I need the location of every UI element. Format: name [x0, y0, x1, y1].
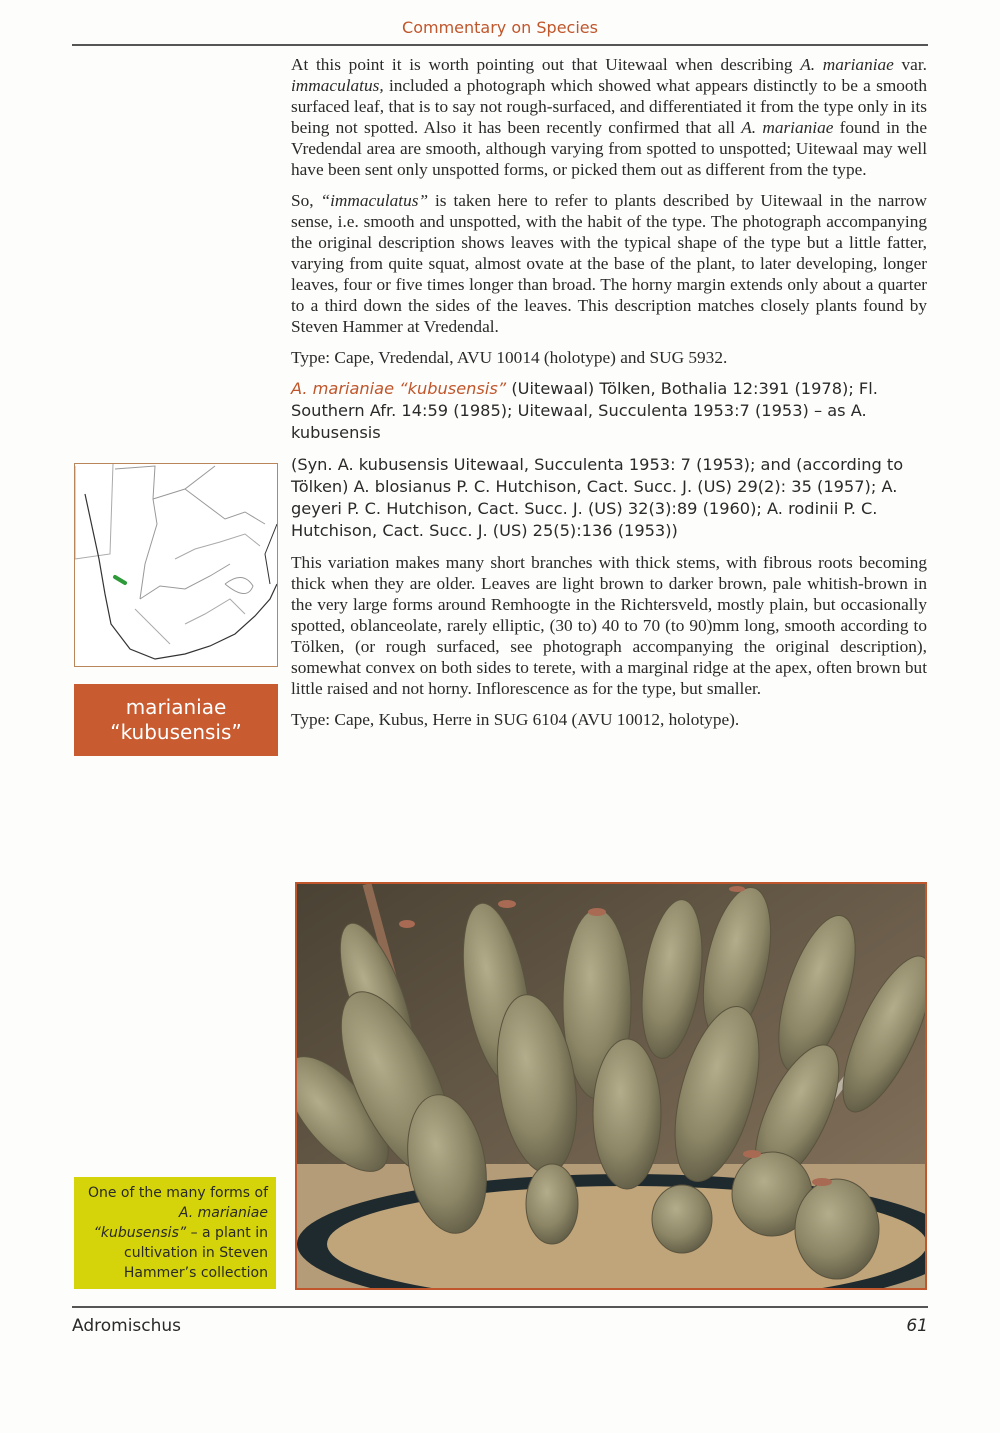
- footer-rule: [72, 1306, 928, 1308]
- paragraph-uitewaal-description: At this point it is worth pointing out that Uitewaal when describing A. marianiae var. immaculatus, included a photograph which showed what appears distinctly to be a smooth surfaced leaf, that is to say not rough-surfaced, and differentiated it from the type only in its being not spotted. Also it has been recently confirmed that all A. marianiae found in the Vredendal area are smooth, although varying from spotted to unspotted; Uitewaal may well have been sent only unspotted forms, or picked them out as different from the type.: [291, 55, 927, 179]
- southern-africa-map: [75, 464, 277, 666]
- paragraph-type-kubus: Type: Cape, Kubus, Herre in SUG 6104 (AVU 10012, holotype).: [291, 710, 740, 729]
- header-rule: [72, 44, 928, 46]
- paragraph-kubusensis-citation: A. marianiae “kubusensis” (Uitewaal) Tölken, Bothalia 12:391 (1978); Fl. Southern Afr. 14:59 (1985); Uitewaal, Succulenta 1953:7 (1953) – as A. kubusensis: [291, 379, 878, 442]
- distribution-map: [74, 463, 278, 667]
- species-range-marker: [115, 577, 125, 583]
- main-text: [291, 54, 927, 740]
- species-tag: [74, 684, 278, 756]
- running-head: Commentary on Species: [402, 18, 598, 37]
- paragraph-type-vredendal: Type: Cape, Vredendal, AVU 10014 (holotype) and SUG 5932.: [291, 348, 728, 367]
- species-tag-line2: “kubusensis”: [110, 720, 242, 744]
- photo-caption: One of the many forms of A. marianiae “kubusensis” – a plant in cultivation in Steven Hammer’s collection: [74, 1177, 276, 1289]
- footer-book-title: Adromischus: [72, 1316, 182, 1336]
- paragraph-synonyms: (Syn. A. kubusensis Uitewaal, Succulenta 1953: 7 (1953); and (according to Tölken) A. blosianus P. C. Hutchison, Cact. Succ. J. (US) 29(2): 35 (1957); A. geyeri P. C. Hutchison, Cact. Succ. J. (US) 32(3):89 (1960); A. rodinii P. C. Hutchison, Cact. Succ. J. (US) 25(5):136 (1953)): [291, 455, 904, 540]
- adromischus-plant-illustration: [297, 884, 925, 1288]
- paragraph-kubusensis-description: This variation makes many short branches with thick stems, with fibrous roots becoming thick when they are older. Leaves are light brown to darker brown, pale whitish-brown in the very large forms around Remhoogte in the Richtersveld, mostly plain, but occasionally spotted, oblanceolate, rarely elliptic, (30 to) 40 to 70 (to 90)mm long, smooth according to Tölken, (or rough surfaced, see photograph accompanying the original description), somewhat convex on both sides to terete, with a marginal ridge at the apex, often brown but little raised and not horny. Inflorescence as for the type, but smaller.: [291, 553, 927, 698]
- paragraph-immaculatus: So, “immaculatus” is taken here to refer to plants described by Uitewaal in the narrow sense, i.e. smooth and unspotted, with the habit of the type. The photograph accompanying the original description shows leaves with the typical shape of the type but a little fatter, varying from quite squat, almost ovate at the base of the plant, to later developing, longer leaves, four or five times longer than broad. The horny margin extends only about a quarter to a third down the sides of the leaves. This description matches closely plants found by Steven Hammer at Vredendal.: [291, 191, 927, 336]
- page-number: 61: [906, 1316, 928, 1336]
- species-tag-line1: marianiae: [125, 695, 227, 719]
- taxon-name: A. marianiae “kubusensis”: [291, 379, 507, 398]
- plant-photograph: [295, 882, 927, 1290]
